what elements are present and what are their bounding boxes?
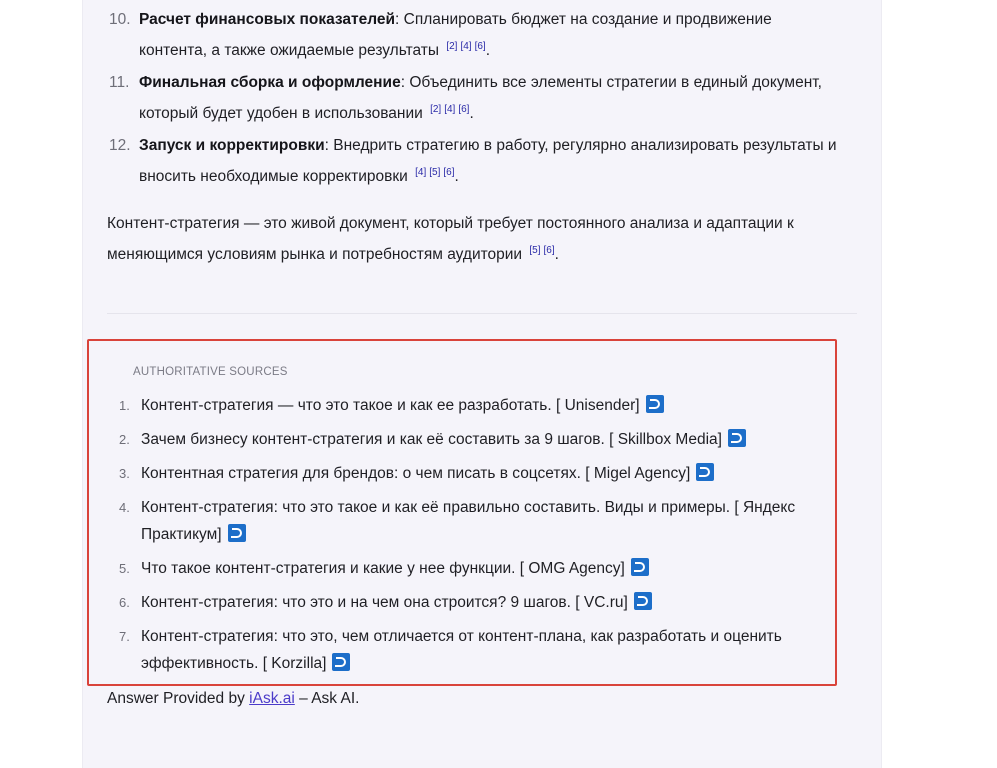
citation-link[interactable]: [2] <box>430 103 442 115</box>
answer-panel <box>82 0 882 768</box>
return-arrow-icon[interactable] <box>634 592 652 610</box>
source-number: 7. <box>119 629 130 644</box>
step-title: Расчет финансовых показателей <box>139 11 396 28</box>
step-item: 10. Расчет финансовых показателей: Спланировать бюджет на создание и продвижение контента, а также ожидаемые результаты [2] [4] [6]. <box>83 4 881 66</box>
return-arrow-icon[interactable] <box>696 463 714 481</box>
source-number: 2. <box>119 432 130 447</box>
source-item <box>89 555 835 582</box>
citation-link[interactable]: [5] <box>429 166 441 178</box>
source-link[interactable]: Контент-стратегия: что это и на чем она строится? 9 шагов. [ VC.ru] <box>141 594 628 611</box>
source-item <box>89 589 835 616</box>
citation-link[interactable]: [5] <box>529 244 541 256</box>
authoritative-sources-box <box>87 339 837 686</box>
return-arrow-icon[interactable] <box>728 429 746 447</box>
source-item <box>89 392 835 419</box>
source-item <box>89 426 835 453</box>
source-number: 1. <box>119 398 130 413</box>
summary-text: Контент-стратегия — это живой документ, который требует постоянного анализа и адаптации к меняющимся условиям рынка и потребностям аудитории <box>107 215 794 263</box>
step-text: : Спланировать бюджет на создание и продвижение контента, а также ожидаемые результаты <box>139 11 772 59</box>
citation-link[interactable]: [6] <box>443 166 455 178</box>
source-number: 4. <box>119 500 130 515</box>
source-link[interactable]: Контент-стратегия: что это, чем отличается от контент-плана, как разработать и оценить эффективность. [ Korzilla] <box>141 628 782 672</box>
step-title: Запуск и корректировки <box>139 137 325 154</box>
answer-footer <box>107 690 359 708</box>
source-item <box>89 460 835 487</box>
step-item: 12. Запуск и корректировки: Внедрить стратегию в работу, регулярно анализировать результаты и вносить необходимые корректировки [4] [5] [6]. <box>83 130 881 192</box>
source-number: 5. <box>119 561 130 576</box>
return-arrow-icon[interactable] <box>631 558 649 576</box>
step-item: 11. Финальная сборка и оформление: Объединить все элементы стратегии в единый документ, который будет удобен в использовании [2] [4] [6]. <box>83 67 881 129</box>
sources-heading: AUTHORITATIVE SOURCES <box>133 366 288 378</box>
source-number: 3. <box>119 466 130 481</box>
step-text: : Объединить все элементы стратегии в единый документ, который будет удобен в использовании <box>139 74 822 122</box>
source-item <box>89 494 835 548</box>
citation-link[interactable]: [6] <box>543 244 555 256</box>
step-text: : Внедрить стратегию в работу, регулярно анализировать результаты и вносить необходимые корректировки <box>139 137 837 185</box>
return-arrow-icon[interactable] <box>646 395 664 413</box>
summary-paragraph: Контент-стратегия — это живой документ, который требует постоянного анализа и адаптации к меняющимся условиям рынка и потребностям аудитории [5] [6]. <box>107 215 794 263</box>
source-number: 6. <box>119 595 130 610</box>
footer-suffix: – Ask AI. <box>294 690 360 707</box>
citation-link[interactable]: [6] <box>474 40 486 52</box>
source-link[interactable]: Что такое контент-стратегия и какие у нее функции. [ OMG Agency] <box>141 560 625 577</box>
citation-link[interactable]: [2] <box>446 40 458 52</box>
return-arrow-icon[interactable] <box>332 653 350 671</box>
sources-list <box>89 392 835 684</box>
step-number: 11. <box>109 74 130 91</box>
citation-link[interactable]: [6] <box>458 103 470 115</box>
citation-link[interactable]: [4] <box>444 103 456 115</box>
iask-link[interactable]: iAsk.ai <box>249 690 295 707</box>
source-item <box>89 623 835 677</box>
source-link[interactable]: Контент-стратегия: что это такое и как её правильно составить. Виды и примеры. [ Яндекс Практикум] <box>141 499 796 543</box>
source-link[interactable]: Контент-стратегия — что это такое и как ее разработать. [ Unisender] <box>141 397 640 414</box>
strategy-steps-list <box>83 0 881 186</box>
source-link[interactable]: Зачем бизнесу контент-стратегия и как её составить за 9 шагов. [ Skillbox Media] <box>141 431 722 448</box>
return-arrow-icon[interactable] <box>228 524 246 542</box>
step-title: Финальная сборка и оформление <box>139 74 401 91</box>
source-link[interactable]: Контентная стратегия для брендов: о чем писать в соцсетях. [ Migel Agency] <box>141 465 691 482</box>
citation-link[interactable]: [4] <box>460 40 472 52</box>
footer-prefix: Answer Provided by <box>107 690 250 707</box>
step-number: 10. <box>109 11 131 28</box>
citation-link[interactable]: [4] <box>415 166 427 178</box>
step-number: 12. <box>109 137 131 154</box>
section-divider <box>107 313 857 314</box>
